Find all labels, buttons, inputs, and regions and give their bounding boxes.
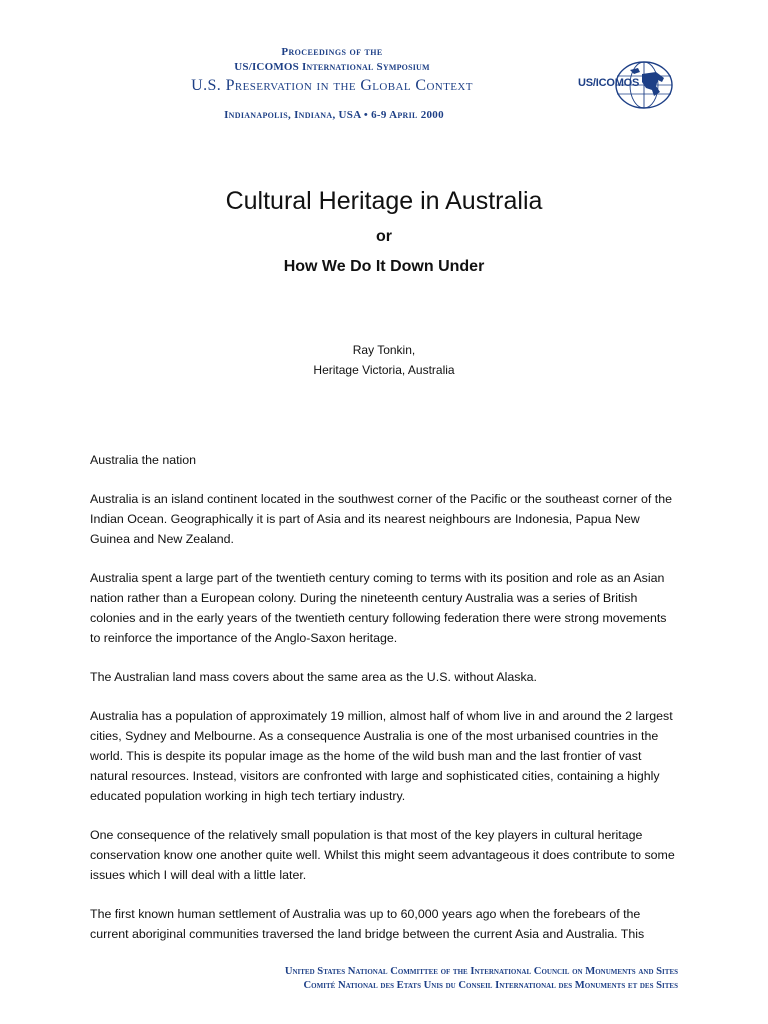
usicomos-logo [574, 60, 678, 110]
paragraph: The first known human settlement of Australia was up to 60,000 years ago when the forebears of the current aboriginal communities traversed the land bridge between the current Asia and Australia. This [90, 907, 645, 941]
footer-line-english: United States National Committee of the International Council on Monuments and Sites [284, 966, 678, 977]
section-heading: Australia the nation [90, 453, 197, 467]
paragraph: Australia has a population of approximately 19 million, almost half of whom live in and around the 2 largest cities, Sydney and Melbourne. As a consequence Australia is one of the most urbanised countries in the world. This is despite its popular image as the home of the wild bush man and the last frontier of vast natural resources. Instead, visitors are confronted with large and sophisticated cities, containing a highly educated population working in high tech tertiary industry. [90, 709, 673, 803]
page-footer [90, 965, 678, 993]
author-name: Ray Tonkin, [352, 343, 416, 357]
symposium-location-date: Indianapolis, Indiana, USA • 6-9 April 2000 [224, 109, 444, 121]
author-block [0, 340, 768, 380]
logo-text: US/ICOMOS [578, 77, 640, 89]
paper-subtitle: How We Do It Down Under [283, 258, 485, 275]
footer-line-french: Comité National des Etats Unis du Conseil International des Monuments et des Sites [303, 980, 678, 991]
paragraph: One consequence of the relatively small population is that most of the key players in cultural heritage conservation know one another quite well. Whilst this might seem advantageous it does contribute to some issues which I will deal with a little later. [90, 828, 675, 882]
globe-icon [612, 60, 676, 110]
body-text [90, 450, 680, 963]
symposium-title: U.S. Preservation in the Global Context [191, 77, 473, 94]
paragraph: Australia spent a large part of the twentieth century coming to terms with its position and role as an Asian nation rather than a European colony. During the nineteenth century Australia was a series of British colonies and in the early years of the twentieth century following federation there were strong movements to reinforce the importance of the Anglo-Saxon heritage. [90, 571, 667, 645]
proceedings-label: Proceedings of the [281, 46, 383, 58]
title-connector: or [376, 228, 392, 245]
paragraph: Australia is an island continent located in the southwest corner of the Pacific or the southeast corner of the Indian Ocean. Geographically it is part of Asia and its nearest neighbours are Indonesia, Papua New Guinea and New Zealand. [90, 492, 673, 546]
symposium-label: US/ICOMOS International Symposium [234, 61, 430, 73]
paper-title: Cultural Heritage in Australia [225, 187, 543, 215]
paragraph: The Australian land mass covers about the same area as the U.S. without Alaska. [90, 670, 537, 684]
author-affiliation: Heritage Victoria, Australia [313, 363, 455, 377]
